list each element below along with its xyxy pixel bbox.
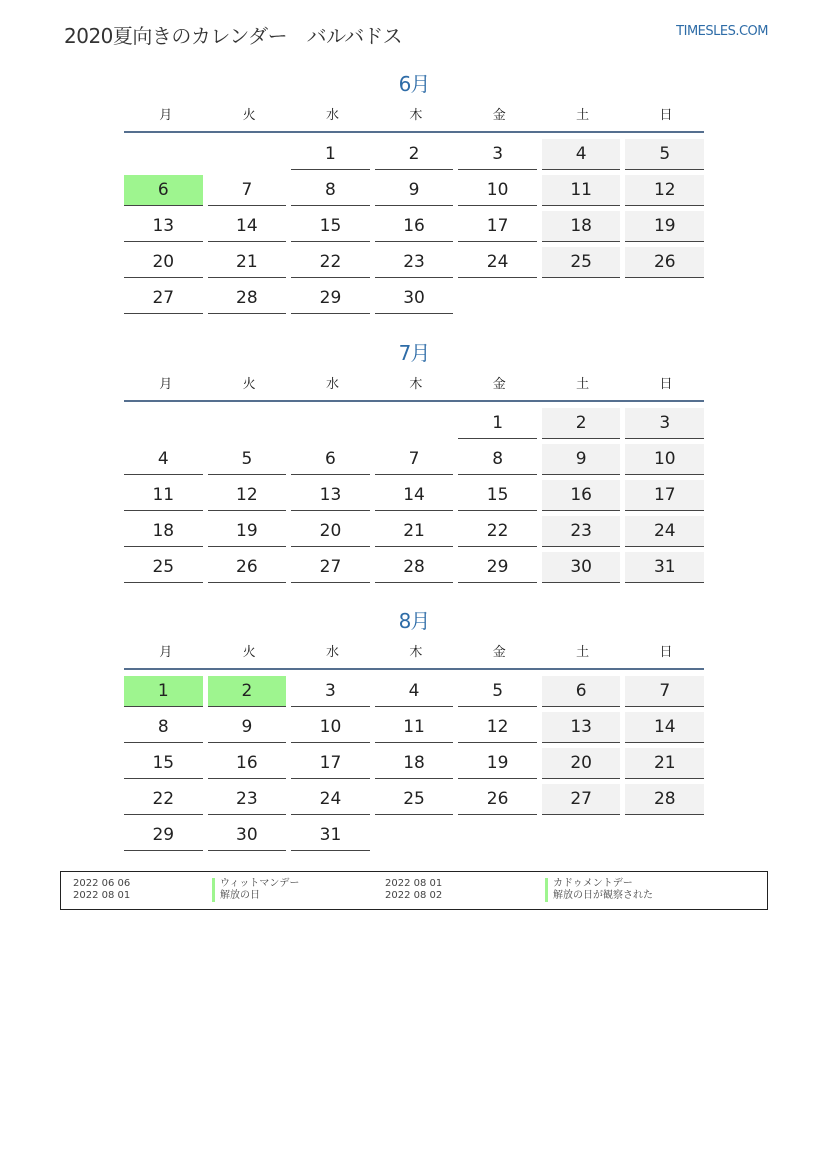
empty-day-cell [458,820,537,850]
weekday-label: 火 [242,377,256,392]
day-cell[interactable]: 10 [291,712,370,743]
day-cell[interactable]: 22 [291,247,370,278]
legend-row [61,878,767,890]
day-cell[interactable]: 8 [458,444,537,475]
weekday-label: 日 [659,645,673,660]
day-cell[interactable]: 15 [458,480,537,511]
day-cell[interactable]: 2 [208,676,287,707]
day-cell[interactable]: 18 [375,748,454,779]
day-cell[interactable]: 26 [208,552,287,583]
weekday-label: 土 [576,377,590,392]
month-grid [124,675,704,855]
week-row [124,783,704,819]
day-cell[interactable]: 22 [458,516,537,547]
day-cell[interactable]: 19 [625,211,704,242]
empty-day-cell [291,408,370,438]
month-name: 8月 [398,609,430,633]
day-cell[interactable]: 22 [124,784,203,815]
day-cell[interactable]: 19 [208,516,287,547]
legend-holiday-name: 解放の日 [212,890,260,902]
day-cell[interactable]: 1 [291,139,370,170]
day-cell[interactable]: 25 [542,247,621,278]
day-cell[interactable]: 9 [208,712,287,743]
week-row [124,819,704,855]
weekday-label: 日 [659,108,673,123]
day-cell[interactable]: 14 [625,712,704,743]
day-cell[interactable]: 13 [124,211,203,242]
day-cell[interactable]: 6 [124,175,203,206]
empty-day-cell [625,820,704,850]
day-cell[interactable]: 7 [625,676,704,707]
week-row [124,138,704,174]
month-july [124,339,704,587]
day-cell[interactable]: 27 [124,283,203,314]
month-name: 6月 [398,72,430,96]
legend-holiday-name: カドゥメントデー [545,878,633,890]
day-cell[interactable]: 4 [542,139,621,170]
day-cell[interactable]: 13 [542,712,621,743]
empty-day-cell [375,408,454,438]
day-cell[interactable]: 16 [208,748,287,779]
day-cell[interactable]: 6 [291,444,370,475]
day-cell[interactable]: 7 [208,175,287,206]
legend-holiday-name: ウィットマンデー [212,878,299,890]
week-row [124,551,704,587]
weekday-label: 水 [325,108,339,123]
empty-day-cell [542,283,621,313]
day-cell[interactable]: 6 [542,676,621,707]
weekday-label: 木 [409,645,423,660]
day-cell[interactable]: 28 [375,552,454,583]
day-cell[interactable]: 28 [625,784,704,815]
weekday-label: 月 [159,645,173,660]
day-cell[interactable]: 30 [208,820,287,851]
day-cell[interactable]: 15 [291,211,370,242]
day-cell[interactable]: 23 [375,247,454,278]
day-cell[interactable]: 31 [625,552,704,583]
weekday-label: 火 [242,108,256,123]
day-cell[interactable]: 5 [458,676,537,707]
day-cell[interactable]: 29 [124,820,203,851]
day-cell[interactable]: 17 [458,211,537,242]
day-cell[interactable]: 17 [625,480,704,511]
month-grid [124,138,704,318]
week-row [124,246,704,282]
day-cell[interactable]: 21 [625,748,704,779]
day-cell[interactable]: 16 [375,211,454,242]
weekday-header [124,642,704,670]
day-cell[interactable]: 20 [291,516,370,547]
legend-date: 2022 06 06 [73,878,131,889]
legend-date: 2022 08 01 [73,890,131,901]
day-cell[interactable]: 8 [291,175,370,206]
month-june [124,70,704,318]
day-cell[interactable]: 1 [458,408,537,439]
weekday-label: 金 [492,377,506,392]
legend-holiday-name: 解放の日が観察された [545,890,653,902]
day-cell[interactable]: 11 [375,712,454,743]
day-cell[interactable]: 27 [542,784,621,815]
empty-day-cell [375,820,454,850]
week-row [124,479,704,515]
weekday-label: 日 [659,377,673,392]
weekday-label: 金 [492,645,506,660]
day-cell[interactable]: 5 [625,139,704,170]
day-cell[interactable]: 12 [208,480,287,511]
day-cell[interactable]: 11 [542,175,621,206]
day-cell[interactable]: 31 [291,820,370,851]
day-cell[interactable]: 29 [458,552,537,583]
day-cell[interactable]: 1 [124,676,203,707]
day-cell[interactable]: 25 [375,784,454,815]
month-name: 7月 [398,341,430,365]
day-cell[interactable]: 3 [291,676,370,707]
week-row [124,210,704,246]
day-cell[interactable]: 27 [291,552,370,583]
day-cell[interactable]: 24 [625,516,704,547]
week-row [124,515,704,551]
empty-day-cell [542,820,621,850]
week-row [124,747,704,783]
day-cell[interactable]: 21 [375,516,454,547]
day-cell[interactable]: 4 [375,676,454,707]
day-cell[interactable]: 28 [208,283,287,314]
legend-date: 2022 08 01 [385,878,443,889]
day-cell[interactable]: 11 [124,480,203,511]
weekday-label: 月 [159,108,173,123]
day-cell[interactable]: 14 [208,211,287,242]
day-cell[interactable]: 2 [375,139,454,170]
day-cell[interactable]: 5 [208,444,287,475]
day-cell[interactable]: 20 [542,748,621,779]
day-cell[interactable]: 20 [124,247,203,278]
month-august [124,607,704,855]
day-cell[interactable]: 10 [625,444,704,475]
day-cell[interactable]: 9 [375,175,454,206]
weekday-label: 土 [576,645,590,660]
weekday-label: 土 [576,108,590,123]
empty-day-cell [208,408,287,438]
holiday-legend [60,871,768,910]
weekday-header [124,374,704,402]
weekday-label: 金 [492,108,506,123]
day-cell[interactable]: 26 [625,247,704,278]
day-cell[interactable]: 12 [625,175,704,206]
day-cell[interactable]: 8 [124,712,203,743]
weekday-label: 火 [242,645,256,660]
week-row [124,711,704,747]
empty-day-cell [124,139,203,169]
day-cell[interactable]: 13 [291,480,370,511]
week-row [124,675,704,711]
week-row [124,282,704,318]
day-cell[interactable]: 3 [625,408,704,439]
day-cell[interactable]: 29 [291,283,370,314]
day-cell[interactable]: 15 [124,748,203,779]
empty-day-cell [124,408,203,438]
day-cell[interactable]: 3 [458,139,537,170]
day-cell[interactable]: 17 [291,748,370,779]
week-row [124,443,704,479]
day-cell[interactable]: 9 [542,444,621,475]
day-cell[interactable]: 14 [375,480,454,511]
day-cell[interactable]: 12 [458,712,537,743]
weekday-label: 木 [409,108,423,123]
empty-day-cell [208,139,287,169]
weekday-label: 水 [325,377,339,392]
day-cell[interactable]: 21 [208,247,287,278]
day-cell[interactable]: 19 [458,748,537,779]
day-cell[interactable]: 30 [542,552,621,583]
page-title: 2020夏向きのカレンダー バルバドス [64,24,403,48]
day-cell[interactable]: 24 [291,784,370,815]
empty-day-cell [625,283,704,313]
day-cell[interactable]: 23 [208,784,287,815]
day-cell[interactable]: 18 [124,516,203,547]
empty-day-cell [458,283,537,313]
site-name[interactable]: TIMESLES.COM [676,24,768,39]
day-cell[interactable]: 16 [542,480,621,511]
weekday-header [124,105,704,133]
day-cell[interactable]: 18 [542,211,621,242]
legend-row [61,890,767,902]
month-grid [124,407,704,587]
day-cell[interactable]: 26 [458,784,537,815]
week-row [124,174,704,210]
day-cell[interactable]: 24 [458,247,537,278]
day-cell[interactable]: 30 [375,283,454,314]
weekday-label: 月 [159,377,173,392]
legend-date: 2022 08 02 [385,890,443,901]
day-cell[interactable]: 25 [124,552,203,583]
weekday-label: 水 [325,645,339,660]
day-cell[interactable]: 23 [542,516,621,547]
weekday-label: 木 [409,377,423,392]
week-row [124,407,704,443]
day-cell[interactable]: 4 [124,444,203,475]
day-cell[interactable]: 10 [458,175,537,206]
day-cell[interactable]: 2 [542,408,621,439]
day-cell[interactable]: 7 [375,444,454,475]
